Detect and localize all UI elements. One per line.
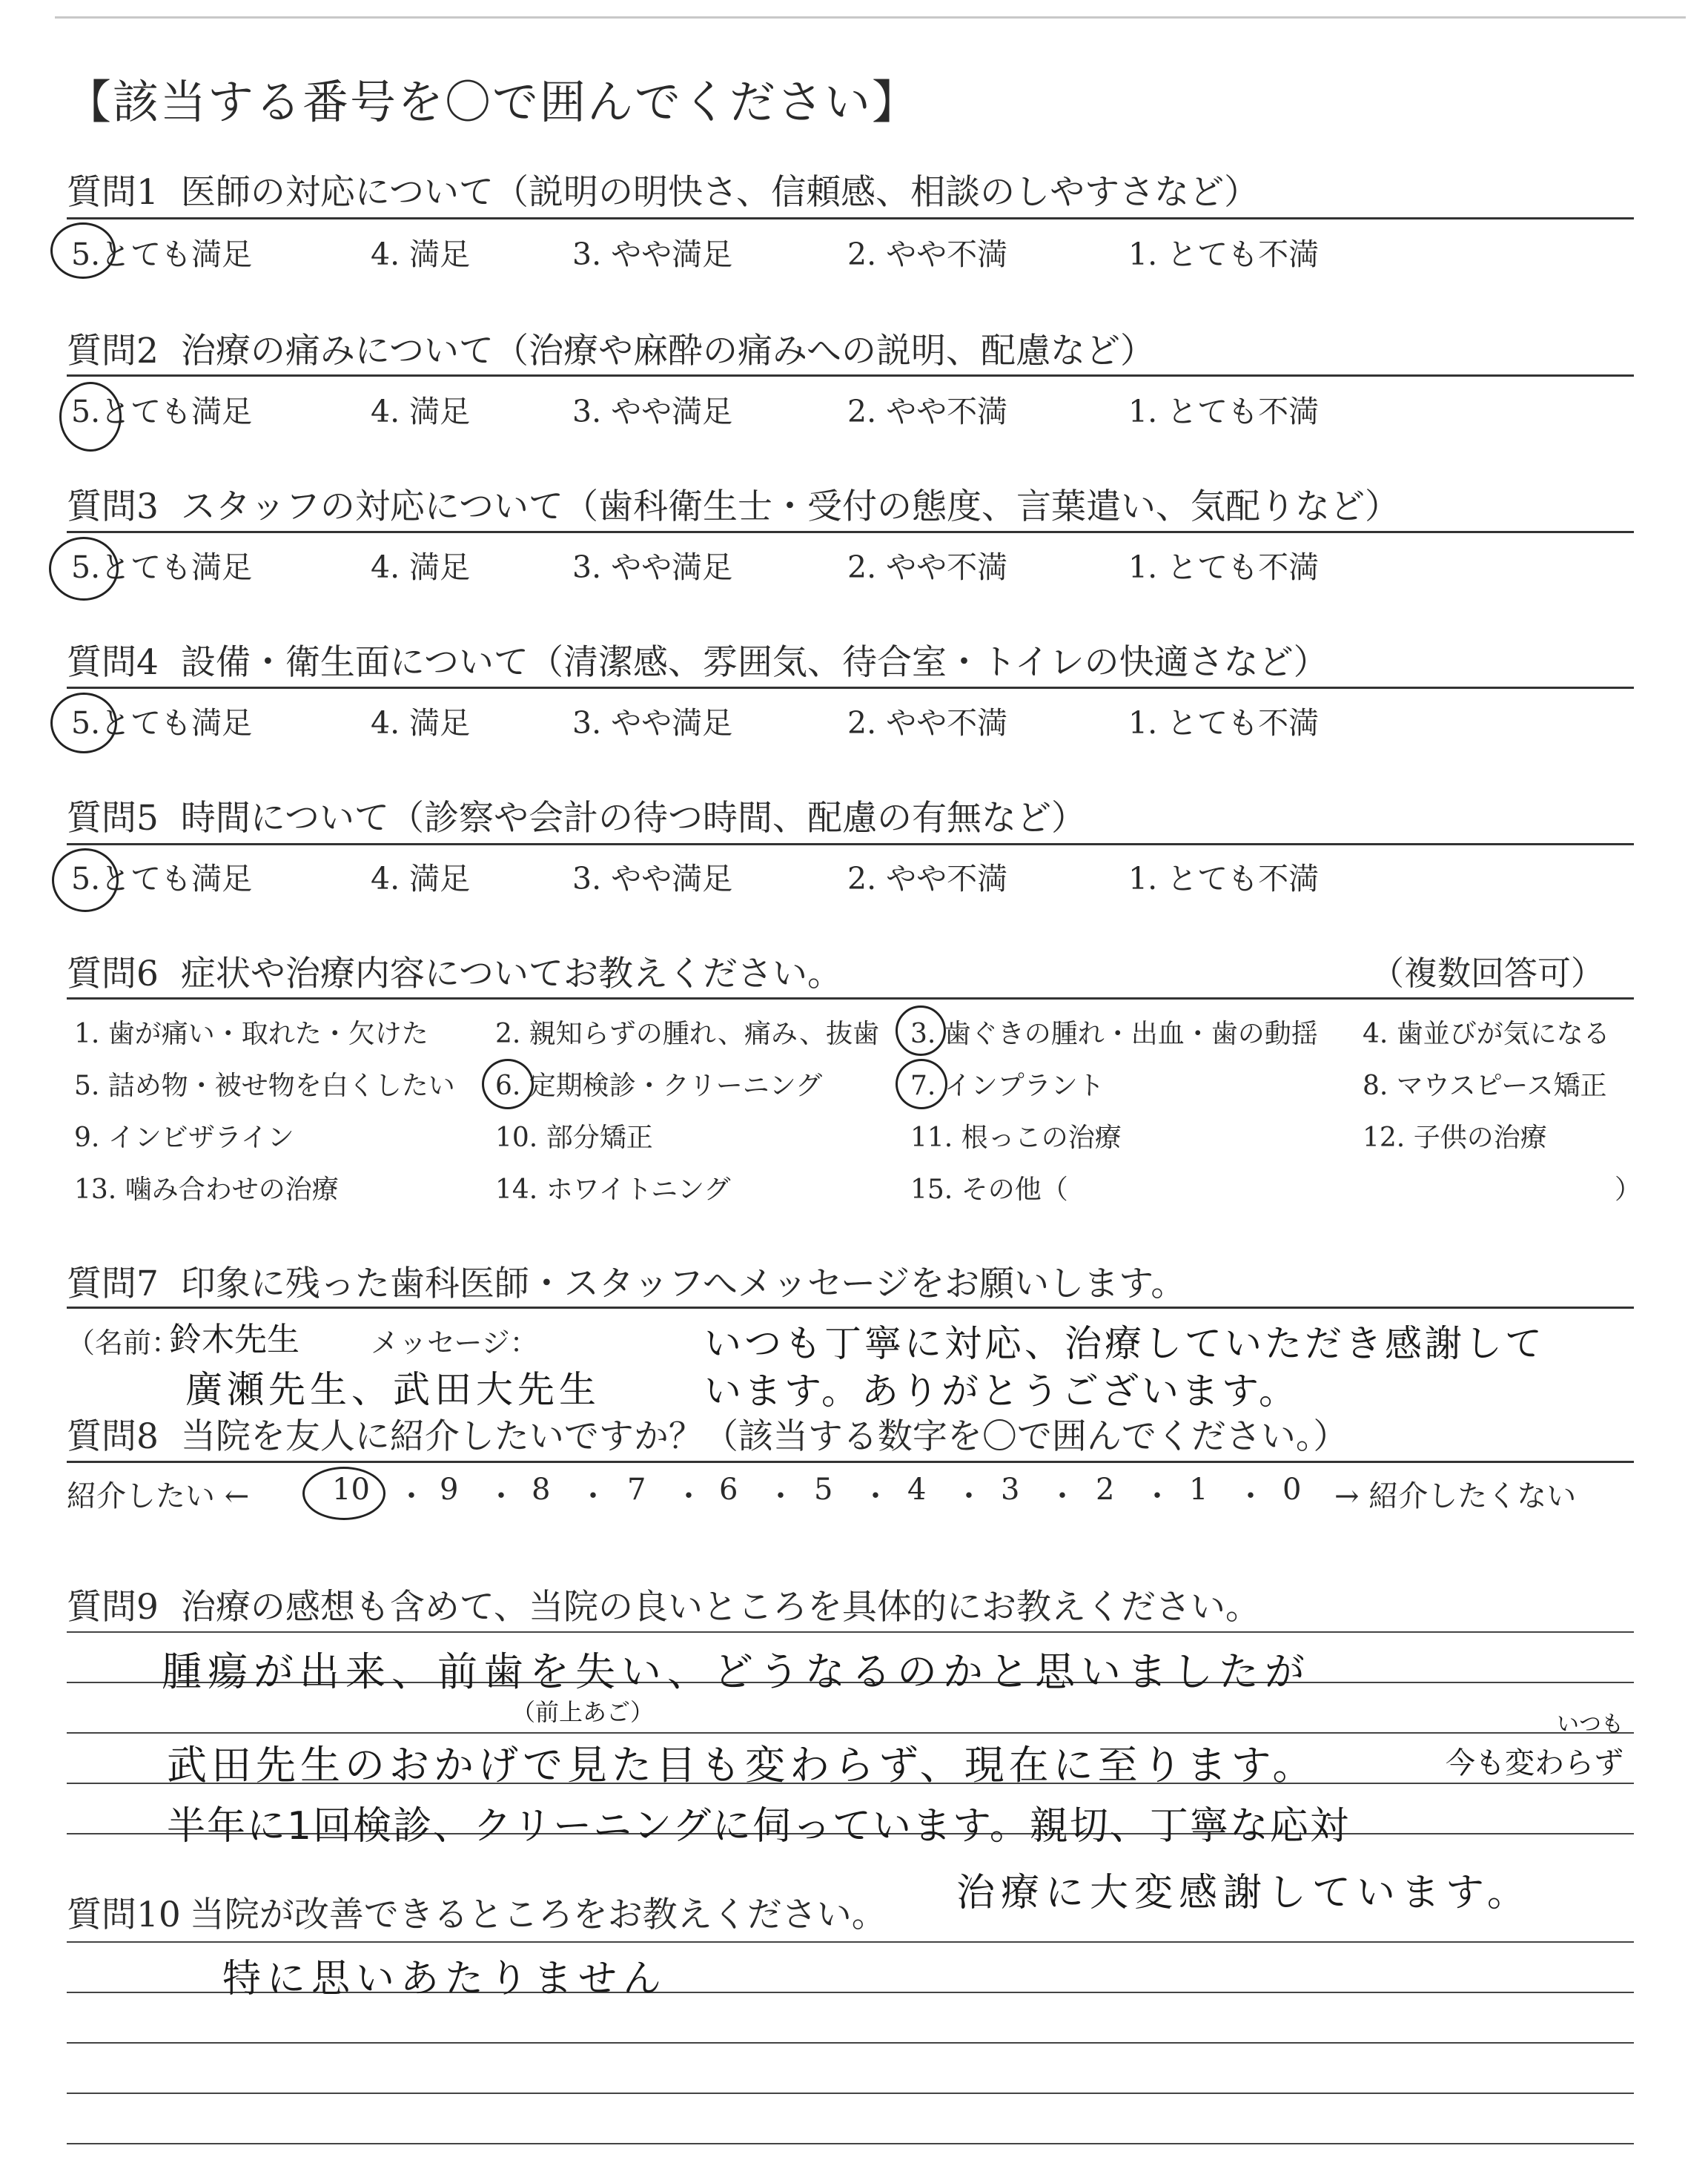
option-3[interactable]: 3. やや満足 — [572, 394, 733, 429]
question-9 — [67, 1579, 1260, 1629]
handwritten-message: います。ありがとうございます。 — [704, 1370, 1299, 1413]
handwritten-answer: 腫瘍が出来、前歯を失い、どうなるのかと思いましたが — [162, 1648, 1311, 1695]
scale-dot: ・ — [397, 1479, 426, 1513]
question-3 — [67, 479, 1400, 529]
handwritten-note: いつも — [1557, 1711, 1623, 1737]
option-4[interactable]: 4. 満足 — [371, 394, 471, 429]
divider — [67, 843, 1634, 845]
option-3[interactable]: 3. やや満足 — [572, 237, 733, 272]
divider — [67, 997, 1634, 1000]
scale-value[interactable]: 7 — [627, 1473, 646, 1507]
question-text: スタッフの対応について（歯科衛生士・受付の態度、言葉遣い、気配りなど） — [180, 486, 1400, 527]
option-1[interactable]: 1. とても不満 — [1128, 394, 1320, 429]
scale-dot: ・ — [1047, 1479, 1077, 1513]
question-number: 質問9 — [67, 1587, 159, 1628]
scale-value[interactable]: 5 — [814, 1473, 833, 1507]
question-8 — [67, 1409, 1348, 1459]
question-number: 質問3 — [67, 486, 159, 527]
handwritten-answer: 今も変わらず — [1446, 1746, 1623, 1780]
option-5[interactable]: 5.とても満足 — [71, 237, 253, 272]
symptom-item[interactable]: 4. 歯並びが気になる — [1363, 1019, 1610, 1049]
option-2[interactable]: 2. やや不満 — [847, 237, 1008, 272]
question-text: 時間について（診察や会計の待つ時間、配慮の有無など） — [180, 798, 1086, 839]
option-1[interactable]: 1. とても不満 — [1128, 861, 1320, 896]
option-2[interactable]: 2. やや不満 — [847, 394, 1008, 429]
form-title: 【該当する番号を〇で囲んでください】 — [65, 75, 920, 129]
multiple-answers-note: （複数回答可） — [1370, 954, 1604, 993]
answer-line — [67, 2042, 1634, 2044]
handwritten-answer: 半年に1回検診、クリーニングに伺っています。親切、丁寧な応対 — [167, 1804, 1350, 1849]
selection-circle — [52, 848, 119, 912]
scale-value[interactable]: 6 — [719, 1473, 738, 1507]
option-1[interactable]: 1. とても不満 — [1128, 549, 1320, 585]
selection-circle — [896, 1005, 946, 1056]
divider — [67, 217, 1634, 219]
symptom-item[interactable]: 10. 部分矯正 — [495, 1123, 653, 1153]
question-text: 設備・衛生面について（清潔感、雰囲気、待合室・トイレの快適さなど） — [180, 642, 1328, 683]
scale-right-label: → 紹介したくない — [1334, 1479, 1577, 1513]
selection-circle — [49, 537, 119, 601]
symptom-item[interactable]: 14. ホワイトニング — [495, 1175, 731, 1205]
answer-line — [67, 1631, 1634, 1633]
scale-value[interactable]: 0 — [1282, 1473, 1302, 1507]
option-2[interactable]: 2. やや不満 — [847, 549, 1008, 585]
question-2 — [67, 323, 1155, 373]
scale-value[interactable]: 10 — [332, 1473, 370, 1507]
divider — [67, 687, 1634, 689]
question-7 — [67, 1256, 1185, 1306]
handwritten-answer: 特に思いあたりません — [222, 1957, 668, 2001]
scale-dot: ・ — [486, 1479, 516, 1513]
question-number: 質問2 — [67, 331, 159, 371]
scale-value[interactable]: 1 — [1189, 1473, 1208, 1507]
question-text: 当院を友人に紹介したいですか？（該当する数字を〇で囲んでください。） — [180, 1416, 1348, 1457]
option-3[interactable]: 3. やや満足 — [572, 861, 733, 896]
handwritten-answer: 武田先生のおかげで見た目も変わらず、現在に至ります。 — [167, 1742, 1317, 1789]
symptom-item[interactable]: 5. 詰め物・被せ物を白くしたい — [74, 1071, 455, 1101]
scale-value[interactable]: 3 — [1001, 1473, 1020, 1507]
selection-circle — [896, 1059, 947, 1109]
other-close-paren: ） — [1615, 1175, 1642, 1205]
symptom-item[interactable]: 12. 子供の治療 — [1363, 1123, 1547, 1153]
scale-left-label: 紹介したい ← — [67, 1479, 250, 1513]
handwritten-message: いつも丁寧に対応、治療していただき感謝して — [704, 1322, 1545, 1365]
scale-dot: ・ — [1142, 1479, 1172, 1513]
divider — [67, 374, 1634, 377]
selection-circle — [302, 1467, 385, 1520]
symptom-item[interactable]: 9. インビザライン — [74, 1123, 294, 1153]
question-text: 医師の対応について（説明の明快さ、信頼感、相談のしやすさなど） — [180, 172, 1260, 213]
scale-dot: ・ — [1236, 1479, 1265, 1513]
top-border — [55, 16, 1686, 19]
handwritten-note: （前上あご） — [512, 1698, 655, 1726]
scale-value[interactable]: 2 — [1096, 1473, 1115, 1507]
symptom-item[interactable]: 15. その他（ — [910, 1175, 1068, 1205]
scale-value[interactable]: 4 — [907, 1473, 927, 1507]
option-5[interactable]: 5.とても満足 — [71, 394, 253, 429]
question-text: 当院が改善できるところをお教えください。 — [189, 1895, 887, 1935]
divider — [67, 531, 1634, 533]
question-text: 治療の感想も含めて、当院の良いところを具体的にお教えください。 — [180, 1587, 1260, 1628]
option-1[interactable]: 1. とても不満 — [1128, 705, 1320, 741]
answer-line — [67, 2093, 1634, 2094]
scale-dot: ・ — [766, 1479, 795, 1513]
question-number: 質問1 — [67, 172, 159, 213]
question-number: 質問4 — [67, 642, 159, 683]
question-4 — [67, 635, 1328, 684]
question-number: 質問8 — [67, 1416, 159, 1457]
question-number: 質問6 — [67, 954, 159, 994]
scale-dot: ・ — [861, 1479, 890, 1513]
option-5[interactable]: 5.とても満足 — [71, 861, 253, 896]
question-text: 症状や治療内容についてお教えください。 — [180, 954, 842, 994]
scale-dot: ・ — [674, 1479, 704, 1513]
question-text: 治療の痛みについて（治療や麻酔の痛みへの説明、配慮など） — [180, 331, 1156, 371]
option-4[interactable]: 4. 満足 — [371, 705, 471, 741]
symptom-item[interactable]: 3. 歯ぐきの腫れ・出血・歯の動揺 — [910, 1019, 1318, 1049]
option-3[interactable]: 3. やや満足 — [572, 705, 733, 741]
answer-line — [67, 2143, 1634, 2144]
scale-value[interactable]: 8 — [532, 1473, 551, 1507]
question-number: 質問10 — [67, 1895, 181, 1935]
selection-circle — [59, 382, 122, 452]
answer-line — [67, 1941, 1634, 1943]
scale-dot: ・ — [954, 1479, 984, 1513]
option-4[interactable]: 4. 満足 — [371, 861, 471, 896]
question-6 — [67, 946, 842, 996]
divider — [67, 1307, 1634, 1309]
message-label: メッセージ： — [371, 1327, 538, 1359]
option-5[interactable]: 5.とても満足 — [71, 549, 253, 585]
option-1[interactable]: 1. とても不満 — [1128, 237, 1320, 272]
symptom-item[interactable]: 8. マウスピース矯正 — [1363, 1071, 1607, 1101]
selection-circle — [50, 222, 116, 279]
question-number: 質問7 — [67, 1264, 159, 1304]
symptom-item[interactable]: 2. 親知らずの腫れ、痛み、抜歯 — [495, 1019, 880, 1049]
scale-dot: ・ — [578, 1479, 608, 1513]
symptom-item[interactable]: 13. 噛み合わせの治療 — [74, 1175, 339, 1205]
option-4[interactable]: 4. 満足 — [371, 549, 471, 585]
question-text: 印象に残った歯科医師・スタッフへメッセージをお願いします。 — [180, 1264, 1186, 1304]
symptom-item[interactable]: 7. インプラント — [910, 1071, 1105, 1101]
scale-value[interactable]: 9 — [440, 1473, 459, 1507]
divider — [67, 1461, 1634, 1463]
symptom-item[interactable]: 6. 定期検診・クリーニング — [495, 1071, 823, 1101]
symptom-item[interactable]: 11. 根っこの治療 — [910, 1123, 1122, 1153]
option-2[interactable]: 2. やや不満 — [847, 861, 1008, 896]
question-1 — [67, 165, 1259, 214]
question-number: 質問5 — [67, 798, 159, 839]
question-5 — [67, 790, 1086, 840]
handwritten-name: 廣瀬先生、武田大先生 — [185, 1368, 600, 1411]
question-10 — [67, 1887, 887, 1937]
option-5[interactable]: 5.とても満足 — [71, 705, 253, 741]
option-4[interactable]: 4. 満足 — [371, 237, 471, 272]
handwritten-name: 鈴木先生 — [169, 1321, 299, 1358]
option-2[interactable]: 2. やや不満 — [847, 705, 1008, 741]
selection-circle — [482, 1059, 534, 1109]
option-3[interactable]: 3. やや満足 — [572, 549, 733, 585]
symptom-item[interactable]: 1. 歯が痛い・取れた・欠けた — [74, 1019, 428, 1049]
selection-circle — [50, 693, 117, 753]
name-label: （名前： — [67, 1327, 180, 1359]
handwritten-answer: 治療に大変感謝しています。 — [956, 1871, 1532, 1915]
